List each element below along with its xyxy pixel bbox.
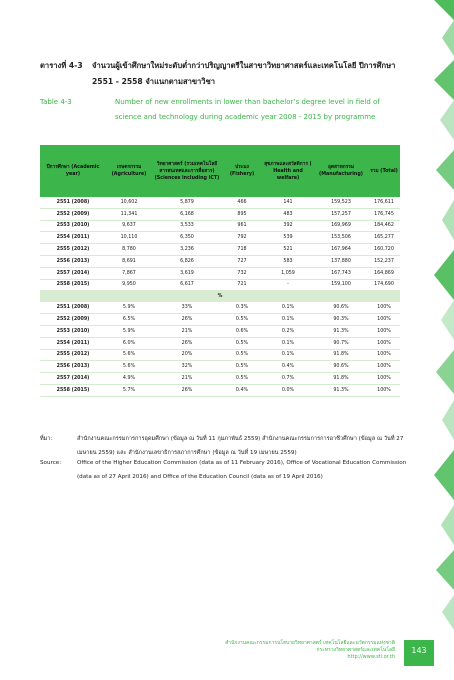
value-cell: 90.6% [314, 302, 368, 314]
table-row [40, 220, 400, 232]
year-cell: 2557 (2014) [40, 267, 106, 279]
percent-row [40, 337, 400, 349]
value-cell: 0.5% [222, 373, 262, 385]
value-cell: 90.3% [314, 314, 368, 326]
table-header-row [40, 145, 400, 197]
value-cell: 1,059 [262, 267, 314, 279]
value-cell: 466 [222, 197, 262, 208]
value-cell: 0.4% [262, 361, 314, 373]
value-cell: 0.3% [222, 302, 262, 314]
value-cell: 141 [262, 197, 314, 208]
percent-row [40, 373, 400, 385]
value-cell: 167,964 [314, 244, 368, 256]
year-cell: 2554 (2011) [40, 232, 106, 244]
value-cell: 26% [152, 337, 222, 349]
year-cell: 2551 (2008) [40, 197, 106, 208]
percent-divider-row [40, 291, 400, 302]
value-cell: 10,110 [106, 232, 152, 244]
value-cell: 3,619 [152, 267, 222, 279]
table-number-english: Table 4-3 [40, 98, 72, 106]
value-cell: 9,637 [106, 220, 152, 232]
value-cell: 100% [368, 302, 400, 314]
col-header-sciences: วิทยาศาสตร์ (รวมเทคโนโลยีสารสนเทศและการสื่อสาร) (Sciences including ICT) [152, 145, 222, 197]
value-cell: 0.1% [262, 349, 314, 361]
value-cell: 732 [222, 267, 262, 279]
year-cell: 2556 (2013) [40, 361, 106, 373]
value-cell: 6.0% [106, 337, 152, 349]
value-cell: 21% [152, 325, 222, 337]
value-cell: 961 [222, 220, 262, 232]
value-cell: 157,257 [314, 208, 368, 220]
value-cell: 100% [368, 361, 400, 373]
value-cell: 8,691 [106, 255, 152, 267]
value-cell: 0.6% [222, 325, 262, 337]
value-cell: 100% [368, 337, 400, 349]
value-cell: 10,602 [106, 197, 152, 208]
value-cell: - [262, 279, 314, 291]
col-header-year: ปีการศึกษา (Academic year) [40, 145, 106, 197]
year-cell: 2555 (2012) [40, 349, 106, 361]
year-cell: 2553 (2010) [40, 220, 106, 232]
value-cell: 100% [368, 384, 400, 396]
value-cell: 176,745 [368, 208, 400, 220]
value-cell: 5.9% [106, 325, 152, 337]
value-cell: 392 [262, 220, 314, 232]
value-cell: 160,720 [368, 244, 400, 256]
value-cell: 3,236 [152, 244, 222, 256]
table-caption-thai: จำนวนผู้เข้าศึกษาใหม่ระดับต่ำกว่าปริญญาตรีในสาขาวิทยาศาสตร์และเทคโนโลยี ปีการศึกษา 2551 - 2558 จำแนกตามสาขาวิชา [92, 61, 396, 86]
footer-org: สำนักงานคณะกรรมการนโยบายวิทยาศาสตร์ เทคโนโลยีและนวัตกรรมแห่งชาติ [225, 640, 395, 646]
value-cell: 100% [368, 325, 400, 337]
value-cell: 895 [222, 208, 262, 220]
value-cell: 727 [222, 255, 262, 267]
value-cell: 721 [222, 279, 262, 291]
percent-row [40, 325, 400, 337]
value-cell: 174,690 [368, 279, 400, 291]
percent-row [40, 384, 400, 396]
table-row [40, 232, 400, 244]
year-cell: 2558 (2015) [40, 279, 106, 291]
value-cell: 11,341 [106, 208, 152, 220]
table-row [40, 208, 400, 220]
footer-url[interactable]: http://www.sti.or.th [347, 654, 395, 660]
value-cell: 0.5% [222, 361, 262, 373]
value-cell: 176,611 [368, 197, 400, 208]
footer-text [210, 640, 395, 661]
value-cell: 165,277 [368, 232, 400, 244]
source-label-english: Source: [40, 460, 62, 466]
value-cell: 6,350 [152, 232, 222, 244]
value-cell: 164,869 [368, 267, 400, 279]
percent-row [40, 361, 400, 373]
col-header-manufacturing: อุตสาหกรรม (Manufacturing) [314, 145, 368, 197]
value-cell: 91.3% [314, 325, 368, 337]
value-cell: 539 [262, 232, 314, 244]
source-text-thai: สำนักงานคณะกรรมการการอุดมศึกษา (ข้อมูล ณ วันที่ 11 กุมภาพันธ์ 2559) สำนักงานคณะกรรมการการอาชีวศึกษา (ข้อมูล ณ วันที่ 27 เมษายน 2559) และ สำนักงานเลขาธิการสภาการศึกษา (ข้อมูล ณ วันที่ 19 เมษายน 2559) [77, 436, 404, 456]
value-cell: 26% [152, 384, 222, 396]
value-cell: 169,969 [314, 220, 368, 232]
value-cell: 5.9% [106, 302, 152, 314]
value-cell: 90.7% [314, 337, 368, 349]
value-cell: 5.6% [106, 349, 152, 361]
table-number-thai: ตารางที่ 4-3 [40, 61, 83, 70]
value-cell: 0.4% [222, 384, 262, 396]
decorative-triangles [414, 0, 454, 680]
value-cell: 21% [152, 373, 222, 385]
value-cell: 152,237 [368, 255, 400, 267]
value-cell: 0.1% [262, 314, 314, 326]
percent-label: % [40, 291, 400, 302]
value-cell: 159,523 [314, 197, 368, 208]
value-cell: 6.5% [106, 314, 152, 326]
percent-row [40, 302, 400, 314]
year-cell: 2555 (2012) [40, 244, 106, 256]
value-cell: 483 [262, 208, 314, 220]
value-cell: 792 [222, 232, 262, 244]
source-text-english: Office of the Higher Education Commission (data as of 11 February 2016), Office of Vocational Education Commission (data as of 27 April 2016) and Office of the Education Council (data as of 19 April 2016) [77, 460, 407, 480]
value-cell: 167,743 [314, 267, 368, 279]
value-cell: 4.9% [106, 373, 152, 385]
footer-ministry: กระทรวงวิทยาศาสตร์และเทคโนโลยี [316, 647, 395, 653]
value-cell: 3,533 [152, 220, 222, 232]
value-cell: 0.5% [222, 337, 262, 349]
value-cell: 5.7% [106, 384, 152, 396]
value-cell: 100% [368, 314, 400, 326]
year-cell: 2551 (2008) [40, 302, 106, 314]
value-cell: 20% [152, 349, 222, 361]
percent-divider [40, 291, 400, 302]
value-cell: 33% [152, 302, 222, 314]
value-cell: 153,506 [314, 232, 368, 244]
source-label-thai: ที่มา: [40, 436, 53, 442]
enrollment-table [40, 145, 400, 397]
value-cell: 137,880 [314, 255, 368, 267]
value-cell: 0.5% [222, 314, 262, 326]
value-cell: 6,617 [152, 279, 222, 291]
value-cell: 9,950 [106, 279, 152, 291]
value-cell: 7,867 [106, 267, 152, 279]
value-cell: 159,100 [314, 279, 368, 291]
year-cell: 2552 (2009) [40, 208, 106, 220]
value-cell: 90.6% [314, 361, 368, 373]
col-header-agriculture: เกษตรกรรม (Agriculture) [106, 145, 152, 197]
value-cell: 32% [152, 361, 222, 373]
value-cell: 26% [152, 314, 222, 326]
value-cell: 91.8% [314, 349, 368, 361]
year-cell: 2552 (2009) [40, 314, 106, 326]
value-cell: 0.2% [262, 325, 314, 337]
value-cell: 5,879 [152, 197, 222, 208]
percent-row [40, 349, 400, 361]
value-cell: 0.1% [262, 302, 314, 314]
value-cell: 0.0% [262, 384, 314, 396]
year-cell: 2556 (2013) [40, 255, 106, 267]
value-cell: 0.7% [262, 373, 314, 385]
value-cell: 100% [368, 349, 400, 361]
value-cell: 91.3% [314, 384, 368, 396]
value-cell: 521 [262, 244, 314, 256]
year-cell: 2557 (2014) [40, 373, 106, 385]
table-caption-english: Number of new enrollments in lower than bachelor’s degree level in field of science and technology during academic year 2008 - 2015 by programme [115, 98, 380, 121]
value-cell: 91.8% [314, 373, 368, 385]
year-cell: 2554 (2011) [40, 337, 106, 349]
year-cell: 2553 (2010) [40, 325, 106, 337]
value-cell: 0.1% [262, 337, 314, 349]
table-row [40, 197, 400, 208]
table-row [40, 267, 400, 279]
value-cell: 8,780 [106, 244, 152, 256]
count-rows [40, 197, 400, 291]
value-cell: 184,462 [368, 220, 400, 232]
value-cell: 583 [262, 255, 314, 267]
value-cell: 0.5% [222, 349, 262, 361]
col-header-total: รวม (Total) [368, 145, 400, 197]
page-number: 143 [404, 640, 434, 666]
table-row [40, 279, 400, 291]
value-cell: 6,826 [152, 255, 222, 267]
value-cell: 6,168 [152, 208, 222, 220]
percent-rows [40, 302, 400, 396]
col-header-health: สุขภาพและสวัสดิการ ( Health and welfare) [262, 145, 314, 197]
percent-row [40, 314, 400, 326]
value-cell: 100% [368, 373, 400, 385]
table-row [40, 255, 400, 267]
value-cell: 718 [222, 244, 262, 256]
col-header-fishery: ประมง (Fishery) [222, 145, 262, 197]
value-cell: 5.6% [106, 361, 152, 373]
year-cell: 2558 (2015) [40, 384, 106, 396]
table-row [40, 244, 400, 256]
